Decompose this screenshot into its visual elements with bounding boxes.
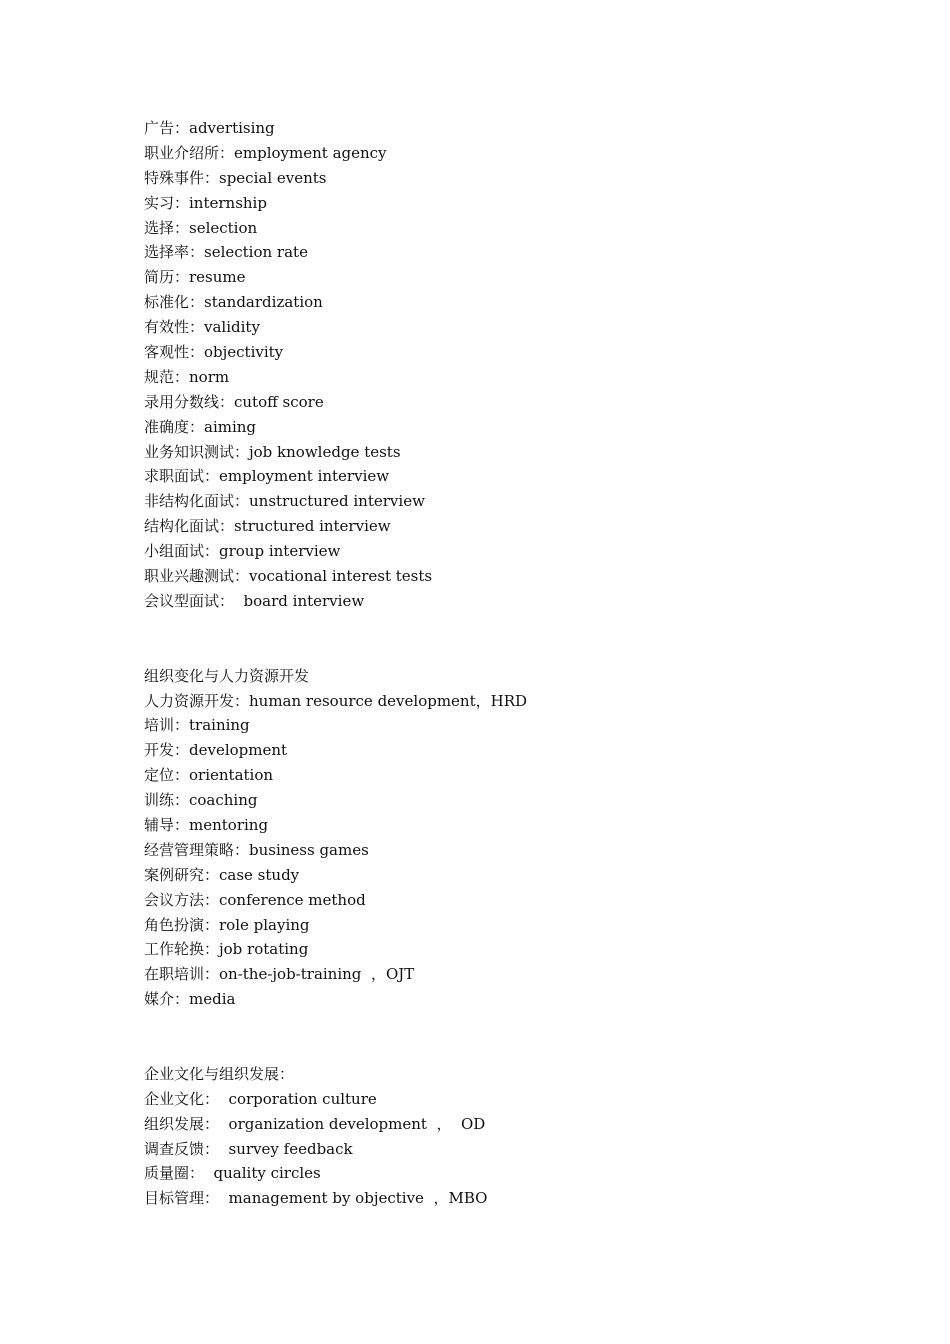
term-line: 准确度：aiming: [144, 417, 257, 436]
term-line: 工作轮换：job rotating: [144, 940, 309, 959]
section-spacer: [144, 614, 844, 664]
term-line: 特殊事件：special events: [144, 168, 327, 187]
term-line: 非结构化面试：unstructured interview: [144, 492, 425, 511]
term-line: 会议型面试： board interview: [144, 591, 365, 610]
section-corporate-culture: [144, 1062, 844, 1211]
term-line: 职业兴趣测试：vocational interest tests: [144, 567, 433, 586]
term-line: 录用分数线：cutoff score: [144, 392, 324, 411]
term-line: 训练：coaching: [144, 791, 258, 810]
term-line: 质量圈： quality circles: [144, 1164, 321, 1183]
term-line: 媒介：media: [144, 990, 236, 1009]
term-line: 辅导：mentoring: [144, 815, 269, 834]
term-line: 定位：orientation: [144, 766, 274, 785]
term-line: 结构化面试：structured interview: [144, 517, 391, 536]
term-line: 规范：norm: [144, 367, 230, 386]
term-line: 案例研究：case study: [144, 865, 300, 884]
term-line: 经营管理策略：business games: [144, 840, 369, 859]
term-line: 选择率：selection rate: [144, 243, 308, 262]
term-line: 目标管理： management by objective ，MBO: [144, 1189, 488, 1208]
section-hrd: [144, 664, 844, 1012]
term-line: 有效性：validity: [144, 318, 260, 337]
section-recruitment-terms: [144, 116, 844, 614]
term-line: 开发：development: [144, 741, 288, 760]
term-line: 小组面试：group interview: [144, 542, 341, 561]
term-line: 职业介绍所：employment agency: [144, 143, 387, 162]
term-line: 业务知识测试：job knowledge tests: [144, 442, 401, 461]
term-line: 调查反馈： survey feedback: [144, 1139, 353, 1158]
term-line: 企业文化： corporation culture: [144, 1089, 377, 1108]
term-line: 求职面试：employment interview: [144, 467, 390, 486]
term-line: 人力资源开发：human resource development，HRD: [144, 691, 528, 710]
term-line: 广告：advertising: [144, 119, 275, 137]
term-line: 选择：selection: [144, 218, 258, 237]
section-heading: 组织变化与人力资源开发: [144, 666, 310, 685]
document-body: [144, 116, 844, 1211]
section-heading: 企业文化与组织发展：: [144, 1064, 295, 1083]
term-line: 会议方法：conference method: [144, 890, 366, 909]
term-line: 培训：training: [144, 716, 250, 735]
term-line: 组织发展： organization development ， OD: [144, 1114, 486, 1133]
term-line: 简历：resume: [144, 268, 246, 287]
term-line: 客观性：objectivity: [144, 343, 284, 362]
term-line: 在职培训：on-the-job-training ，OJT: [144, 965, 415, 984]
term-line: 标准化：standardization: [144, 293, 323, 312]
term-line: 实习：internship: [144, 193, 267, 212]
term-line: 角色扮演：role playing: [144, 915, 310, 934]
section-spacer: [144, 1012, 844, 1062]
